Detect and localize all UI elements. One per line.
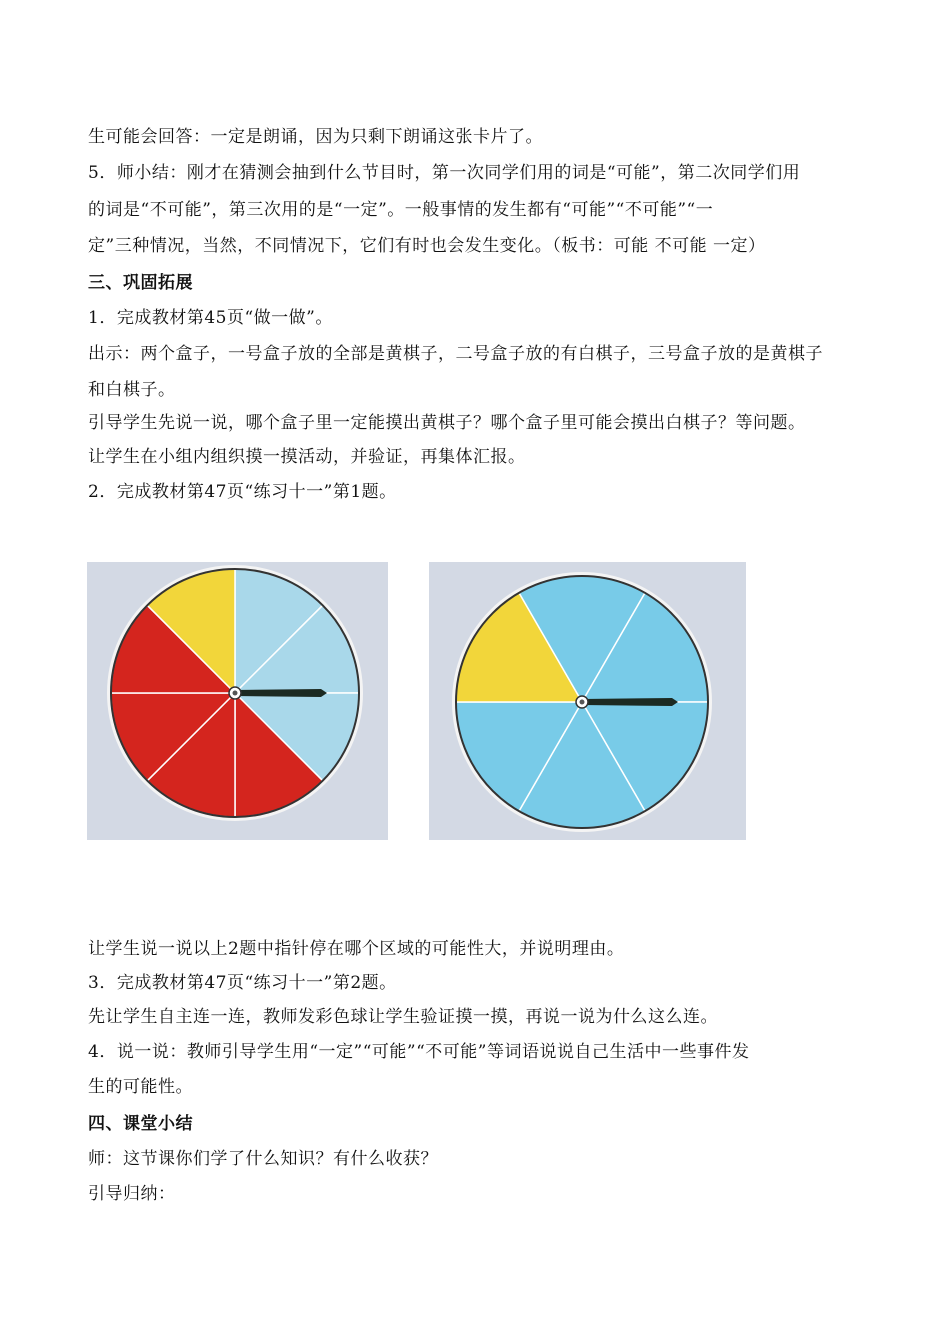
section-heading: 三、巩固拓展: [88, 273, 193, 293]
text-line: 生可能会回答：一定是朗诵，因为只剩下朗诵这张卡片了。: [88, 127, 543, 147]
text-line: 引导归纳：: [88, 1184, 176, 1204]
text-line: 生的可能性。: [88, 1077, 193, 1097]
text-line: 让学生说一说以上2题中指针停在哪个区域的可能性大，并说明理由。: [88, 939, 625, 959]
text-line: 让学生在小组内组织摸一摸活动，并验证，再集体汇报。: [88, 447, 526, 467]
spinner-figure-2: [429, 562, 746, 840]
text-line: 出示：两个盒子，一号盒子放的全部是黄棋子，二号盒子放的有白棋子，三号盒子放的是黄棋子: [88, 344, 823, 364]
text-line: 师：这节课你们学了什么知识？有什么收获？: [88, 1149, 438, 1169]
section-heading: 四、课堂小结: [88, 1114, 193, 1134]
spinner-hub-center: [233, 691, 238, 696]
text-line: 定”三种情况，当然，不同情况下，它们有时也会发生变化。（板书：可能 不可能 一定）: [88, 236, 766, 256]
text-line: 先让学生自主连一连，教师发彩色球让学生验证摸一摸，再说一说为什么这么连。: [88, 1007, 718, 1027]
spinner-hub-center: [580, 700, 585, 705]
spinner-figure-1: [87, 562, 388, 840]
text-line: 1．完成教材第45页“做一做”。: [88, 308, 333, 328]
text-line: 2．完成教材第47页“练习十一”第1题。: [88, 482, 397, 502]
text-line: 和白棋子。: [88, 380, 176, 400]
text-line: 的词是“不可能”，第三次用的是“一定”。一般事情的发生都有“可能”“不可能”“一: [88, 200, 714, 220]
text-line: 4．说一说：教师引导学生用“一定”“可能”“不可能”等词语说说自己生活中一些事件发: [88, 1042, 750, 1062]
text-line: 5．师小结：刚才在猜测会抽到什么节目时，第一次同学们用的词是“可能”，第二次同学们用: [88, 163, 801, 183]
text-line: 引导学生先说一说，哪个盒子里一定能摸出黄棋子？哪个盒子里可能会摸出白棋子？等问题。: [88, 413, 806, 433]
text-line: 3．完成教材第47页“练习十一”第2题。: [88, 973, 397, 993]
spinner-pointer: [235, 689, 327, 697]
spinner-pointer: [582, 698, 678, 706]
